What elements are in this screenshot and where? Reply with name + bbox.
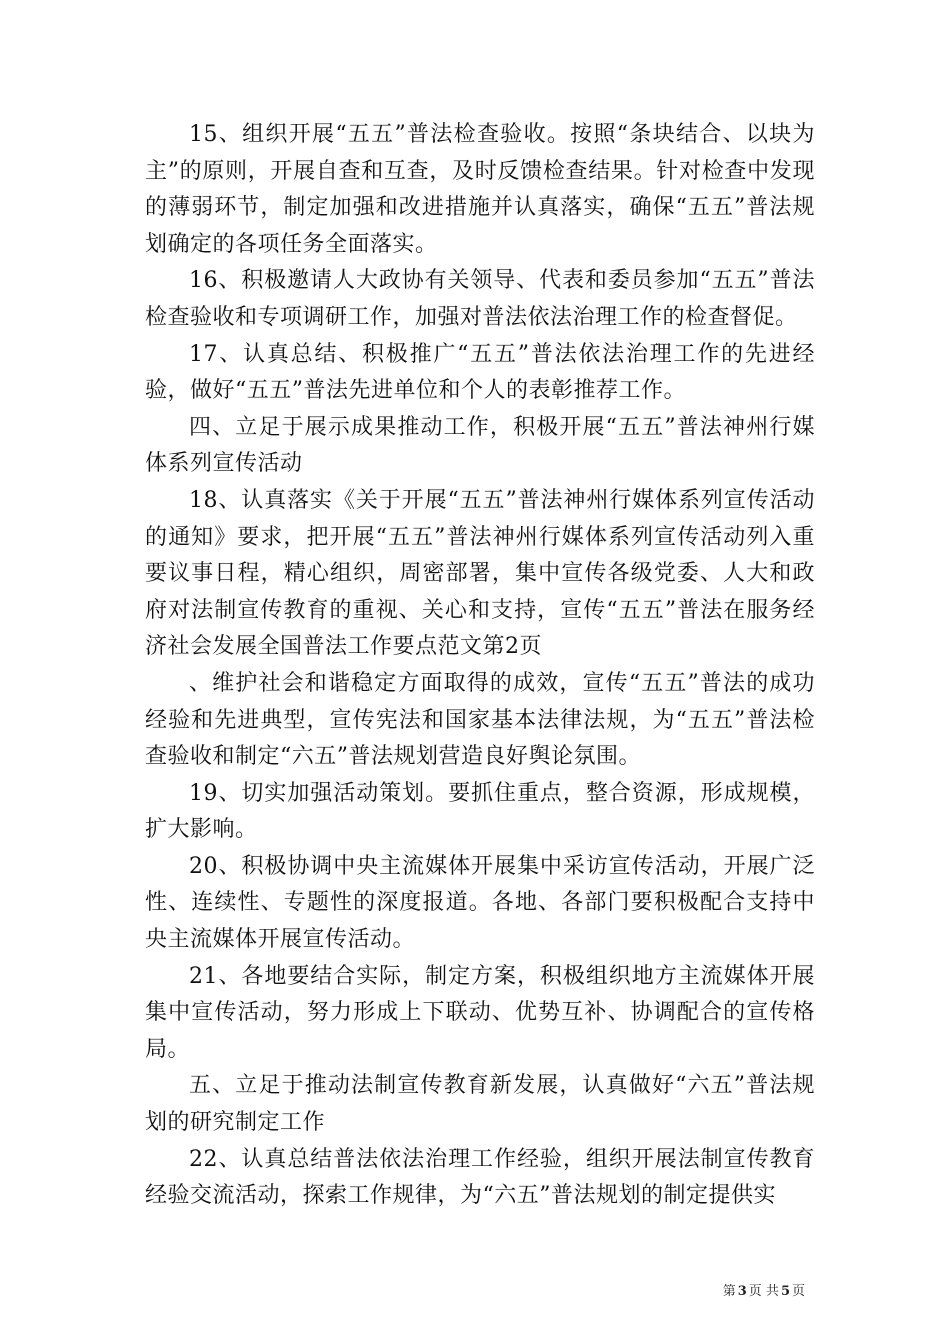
footer-suffix: 页 (791, 1284, 805, 1299)
document-body (145, 117, 815, 1215)
paragraph-item-18: 18、认真落实《关于开展“五五”普法神州行媒体系列宣传活动的通知》要求，把开展“五五”普法神州行媒体系列宣传活动列入重要议事日程，精心组织，周密部署，集中宣传各级党委、人大和政府对法制宣传教育的重视、关心和支持，宣传“五五”普法在服务经济社会发展全国普法工作要点范文第2页 (145, 487, 815, 660)
footer-total-pages: 5 (780, 1284, 790, 1299)
footer-prefix: 第 (722, 1284, 736, 1299)
footer-current-page: 3 (737, 1284, 747, 1299)
paragraph-item-17: 17、认真总结、积极推广“五五”普法依法治理工作的先进经验，做好“五五”普法先进单位和个人的表彰推荐工作。 (145, 341, 815, 404)
paragraph-item-22: 22、认真总结普法依法治理工作经验，组织开展法制宣传教育经验交流活动，探索工作规律，为“六五”普法规划的制定提供实 (145, 1146, 815, 1209)
section-heading-4: 四、立足于展示成果推动工作，积极开展“五五”普法神州行媒体系列宣传活动 (145, 414, 815, 477)
footer-middle: 页 共 (748, 1284, 779, 1299)
paragraph-item-21: 21、各地要结合实际，制定方案，积极组织地方主流媒体开展集中宣传活动，努力形成上下联动、优势互补、协调配合的宣传格局。 (145, 963, 815, 1062)
paragraph-item-15: 15、组织开展“五五”普法检查验收。按照“条块结合、以块为主”的原则，开展自查和互查，及时反馈检查结果。针对检查中发现的薄弱环节，制定加强和改进措施并认真落实，确保“五五”普法规划确定的各项任务全面落实。 (145, 122, 815, 257)
paragraph-item-19: 19、切实加强活动策划。要抓住重点，整合资源，形成规模，扩大影响。 (145, 780, 815, 843)
page-number-footer (723, 1280, 805, 1299)
paragraph-item-20: 20、积极协调中央主流媒体开展集中采访宣传活动，开展广泛性、连续性、专题性的深度报道。各地、各部门要积极配合支持中央主流媒体开展宣传活动。 (145, 853, 815, 953)
paragraph-item-16: 16、积极邀请人大政协有关领导、代表和委员参加“五五”普法检查验收和专项调研工作，加强对普法依法治理工作的检查督促。 (145, 268, 815, 330)
section-heading-5: 五、立足于推动法制宣传教育新发展，认真做好“六五”普法规划的研究制定工作 (145, 1073, 815, 1136)
paragraph-continuation: 、维护社会和谐稳定方面取得的成效，宣传“五五”普法的成功经验和先进典型，宣传宪法和国家基本法律法规，为“五五”普法检查验收和制定“六五”普法规划营造良好舆论氛围。 (145, 670, 815, 770)
